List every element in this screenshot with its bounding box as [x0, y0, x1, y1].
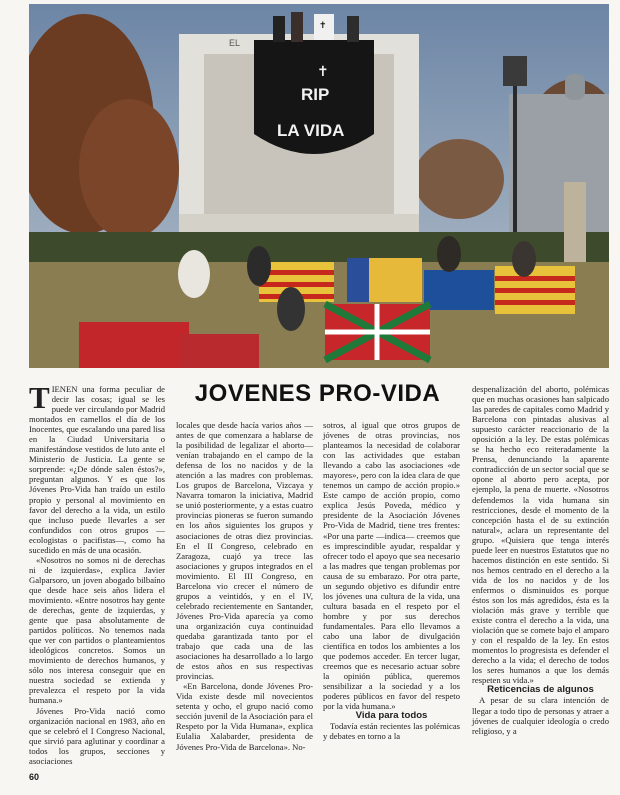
- section-subhead: Vida para todos: [355, 710, 428, 722]
- flag-blue: [424, 270, 494, 310]
- banner-vida: LA VIDA: [277, 121, 345, 140]
- protest-photo: [29, 4, 609, 368]
- section-subhead: Reticencias de algunos: [487, 684, 594, 696]
- text-column-4: [472, 384, 609, 736]
- flag-valencia-band: [347, 258, 369, 302]
- flag-stripe: [495, 288, 575, 293]
- tree-mid: [414, 139, 504, 219]
- text-column-2: [176, 420, 313, 752]
- flag-stripe: [259, 282, 334, 287]
- paragraph-text: IENEN una forma peculiar de decir las cosas; igual se les puede ver circulando por Madrid montados en camellos el día de los Inocentes, que escalando una pared lisa en la Ciudad Universitaria o manifestándose vestidos de luto ante el Ministerio de Justicia. La gente se sorprende: «¿De dónde salen éstos?», preguntan algunos. Y es que los Jóvenes Pro-Vida han traído un estilo propio y personal al movimiento en favor del derecho a la vida, un estilo que incluso puede llevarles a ser confundidos con otros grupos —ecologistas o pacifistas—, como ha sucedido en más de una ocasión.: [29, 384, 165, 555]
- paragraph: «En Barcelona, donde Jóvenes Pro-Vida existe desde mil novecientos setenta y ocho, el grupo nació como sección juvenil de la Asociación para el Respeto por la Vida Humana», explica Eulalia Xalabarder, presidenta de Jóvenes Pro-Vida de Barcelona». No-: [176, 681, 313, 752]
- monument-top-text: EL: [229, 38, 241, 48]
- person-seated-3: [277, 287, 305, 331]
- person-top-2: [291, 12, 303, 42]
- paragraph: despenalización del aborto, polémicas que en muchas ocasiones han salpicado las paredes de capitales como Madrid y Barcelona con pintadas alusivas al supuesto carácter reaccionario de la oposición a la ley. De estas polémicas se ha hecho eco reiteradamente la Prensa, denunciando la aparente contradicción de un sector social que se opone al aborto pero acepta, por ejemplo, la pena de muerte. «Nosotros defendemos la vida humana sin restricciones, desde el momento de la concepción hasta el de su extinción natural», aclara un representante del grupo. «Quisiera que tenga interés puede leer en nuestros Estatutos que no hacemos distinción en este sentido. Si nos hemos centrado en el derecho a la vida de los no nacidos y de los enfermos o disminuidos es porque éstos son los más agredidos, ésta es la violación más grave y terrible que existe contra el derecho a la vida, una violación que se comete bajo el amparo y con el respaldo de la ley. En estos momentos lo progresista es defender el derecho a la vida; el derecho de todos los seres humanos a que los demás respeten su vida.»: [472, 384, 609, 686]
- monument-base: [179, 214, 419, 234]
- flag-stripe: [495, 300, 575, 305]
- person-seated-4: [437, 236, 461, 272]
- paragraph: «Nosotros no somos ni de derechas ni de izquierdas», explica Javier Galparsoro, un joven abogado bilbaíno que desde hace seis años lidera el movimiento. «Entre nosotros hay gente de derechas, gente de izquierdas, y gente que pasa absolutamente de partidos políticos. No tenemos nada que ver con partidos o planteamientos ideológicos concretos. Somos un movimiento de derechos humanos, y sólo nos interesa conseguir que en nuestra sociedad se extienda y prevalezca el respeto por la vida humana.»: [29, 554, 165, 706]
- flag-red-2: [179, 334, 259, 368]
- tree-left-2: [79, 99, 179, 239]
- text-column-1: [29, 380, 165, 766]
- paragraph: locales que desde hacía varios años —antes de que comenzara a hablarse de la posibilidad de legalizar el aborto— venían trabajando en el campo de la defensa de los no nacidos y de la atención a las madres con problemas. Los grupos de Barcelona, Vizcaya y Navarra tomaron la iniciativa, Madrid se unió posteriormente, y a estas cuatro provincias pioneras se fueron sumando en los años siguientes los grupos y asociaciones de otras diez provincias. En el II Congreso, celebrado en Zaragoza, cuajó ya trece las asociaciones y grupos integrados en el movimiento. El III Congreso, en Barcelona vio crecer el número de grupos a veintidós, y en el IV, celebrado recientemente en Santander, Jóvenes Pro-Vida aparecía ya como una organización cuya continuidad quedaba garantizada tanto por el trabajo que cada una de las asociaciones ha desarrollado a lo largo de estos años en sus respectivas provincias.: [176, 420, 313, 682]
- page-number: 60: [29, 772, 40, 782]
- paragraph: Todavía están recientes las polémicas y debates en torno a la: [323, 721, 460, 742]
- person-seated-2: [247, 246, 271, 286]
- banner-cross: ✝: [317, 63, 329, 79]
- article-headline: JOVENES PRO-VIDA: [194, 380, 441, 407]
- paragraph: A pesar de su clara intención de llegar a todo tipo de personas y atraer a jóvenes de cualquier ideología o credo religioso, y a: [472, 695, 609, 736]
- text-column-3: [323, 420, 460, 742]
- person-standing: [564, 182, 586, 262]
- lamp-head: [503, 56, 527, 86]
- person-top-1: [273, 16, 285, 42]
- person-seated-5: [512, 241, 536, 277]
- building-right: [509, 94, 609, 234]
- banner-rip: RIP: [301, 85, 330, 104]
- drop-cap: T: [29, 380, 50, 415]
- paragraph: sotros, al igual que otros grupos de jóvenes de otras provincias, nos planteamos la necesidad de colaborar con las actividades que estaban llevando a cabo las asociaciones «de mayores», pero con la idea clara de que tenemos un campo de acción propio.» Este campo de acción propio, como explica Jesús Poveda, médico y presidente de la Asociación Jóvenes Pro-Vida de Madrid, tiene tres frentes: «Por una parte —indica— creemos que es imprescindible ayudar, respaldar y ofrecer todo el apoyo que sea necesario a las madres que tengan problemas por causa de su embarazo. Por otra parte, un segundo objetivo es difundir entre los jóvenes una cultura de la vida, una cultura basada en el respeto por el hombre y por sus derechos fundamentales. Para ello llevamos a cabo una labor de divulgación científica en todos los ambientes a los que podemos acceder. En tercer lugar, creemos que es necesario actuar sobre la opinión pública, queremos sensibilizar a la sociedad y a los poderes públicos en favor del respeto por la vida humana.»: [323, 420, 460, 712]
- flag-madrid: [79, 322, 189, 368]
- photo-illustration: [29, 4, 609, 368]
- person-seated-1: [178, 250, 210, 298]
- dome: [565, 74, 585, 100]
- person-top-3: [347, 16, 359, 42]
- paragraph: Jóvenes Pro-Vida nació como organización nacional en 1983, año en que se celebró el I Congreso Nacional, que sirvió para aglutinar y coordinar a todos los grupos, secciones y asociaciones: [29, 705, 165, 766]
- paragraph: [29, 380, 165, 555]
- small-sign-text: ✝: [319, 20, 327, 30]
- flag-stripe: [495, 276, 575, 281]
